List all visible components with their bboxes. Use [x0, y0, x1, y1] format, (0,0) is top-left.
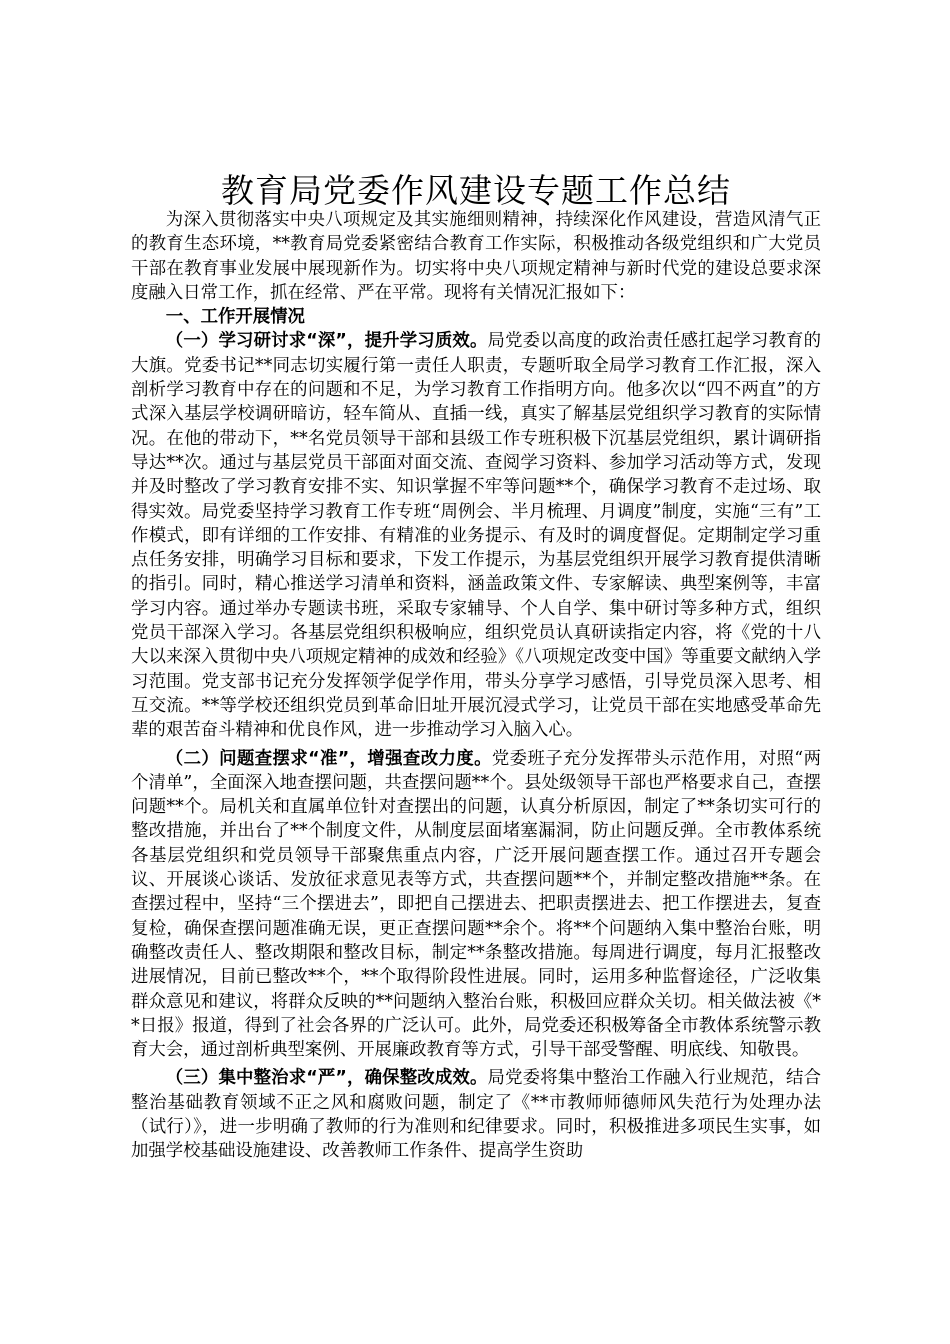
section-heading: 一、工作开展情况: [165, 307, 305, 328]
section-text-3: 局党委将集中整治工作融入行业规范，结合整治基础教育领域不正之风和腐败问题，制定了《**市教师师德师风失范行为处理办法（试行）》，进一步明确了教师的行为准则和纪律要求。同时，积极推进多项民生实事，如加强学校基础设施建设、改善教师工作条件、提高学生资助: [131, 1068, 821, 1162]
section-lead-2: （二）问题查摆求“准”，增强查改力度。: [165, 748, 492, 769]
document-title: 教育局党委作风建设专题工作总结: [221, 171, 731, 210]
section-text-1: 局党委以高度的政治责任感扛起学习教育的大旗。党委书记**同志切实履行第一责任人职责，专题听取全局学习教育工作汇报，深入剖析学习教育中存在的问题和不足，为学习教育工作指明方向。他多次以“四不两直”的方式深入基层学校调研暗访，轻车简从、直插一线，真实了解基层党组织学习教育的实际情况。在他的带动下，**名党员领导干部和县级工作专班积极下沉基层党组织，累计调研指导达**次。通过与基层党员干部面对面交流、查阅学习资料、参加学习活动等方式，发现并及时整改了学习教育安排不实、知识掌握不牢等问题**个，确保学习教育不走过场、取得实效。局党委坚持学习教育工作专班“周例会、半月梳理、月调度”制度，实施“三有”工作模式，即有详细的工作安排、有精准的业务提示、有及时的调度督促。定期制定学习重点任务安排，明确学习目标和要求，下发工作提示，为基层党组织开展学习教育提供清晰的指引。同时，精心推送学习清单和资料，涵盖政策文件、专家解读、典型案例等，丰富学习内容。通过举办专题读书班，采取专家辅导、个人自学、集中研讨等多种方式，组织党员干部深入学习。各基层党组织积极响应，组织党员认真研读指定内容，将《党的十八大以来深入贯彻中央八项规定精神的成效和经验》《八项规定改变中国》等重要文献纳入学习范围。党支部书记充分发挥领学促学作用，带头分享学习感悟，引导党员深入思考、相互交流。**等学校还组织党员到革命旧址开展沉浸式学习，让党员干部在实地感受革命先辈的艰苦奋斗精神和优良作风，进一步推动学习入脑入心。: [131, 331, 821, 741]
document-body: [131, 208, 821, 1164]
section-lead-3: （三）集中整治求“严”，确保整改成效。: [165, 1068, 488, 1089]
section-paragraph-2: [131, 747, 821, 1063]
section-paragraph-3: [131, 1066, 821, 1163]
intro-paragraph: 为深入贯彻落实中央八项规定及其实施细则精神，持续深化作风建设，营造风清气正的教育生态环境，**教育局党委紧密结合教育工作实际，积极推动各级党组织和广大党员干部在教育事业发展中展现新作为。切实将中央八项规定精神与新时代党的建设总要求深度融入日常工作，抓在经常、严在平常。现将有关情况汇报如下：: [131, 210, 821, 303]
section-lead-1: （一）学习研讨求“深”，提升学习质效。: [165, 331, 488, 352]
section-text-2: 党委班子充分发挥带头示范作用，对照“两个清单”，全面深入地查摆问题，共查摆问题**个。县处级领导干部也严格要求自己，查摆问题**个。局机关和直属单位针对查摆出的问题，认真分析原因，制定了**条切实可行的整改措施，并出台了**个制度文件，从制度层面堵塞漏洞，防止问题反弹。全市教体系统各基层党组织和党员领导干部聚焦重点内容，广泛开展问题查摆工作。通过召开专题会议、开展谈心谈话、发放征求意见表等方式，共查摆问题**个，并制定整改措施**条。在查摆过程中，坚持“三个摆进去”，即把自己摆进去、把职责摆进去、把工作摆进去，复查复检，确保查摆问题准确无误，更正查摆问题**余个。将**个问题纳入集中整治台账，明确整改责任人、整改期限和整改目标，制定**条整改措施。每周进行调度，每月汇报整改进展情况，目前已整改**个，**个取得阶段性进展。同时，运用多种监督途径，广泛收集群众意见和建议，将群众反映的**问题纳入整治台账，积极回应群众关切。相关做法被《**日报》报道，得到了社会各界的广泛认可。此外，局党委还积极筹备全市教体系统警示教育大会，通过剖析典型案例、开展廉政教育等方式，引导干部受警醒、明底线、知敬畏。: [131, 748, 821, 1061]
section-paragraph-1: [131, 329, 821, 742]
